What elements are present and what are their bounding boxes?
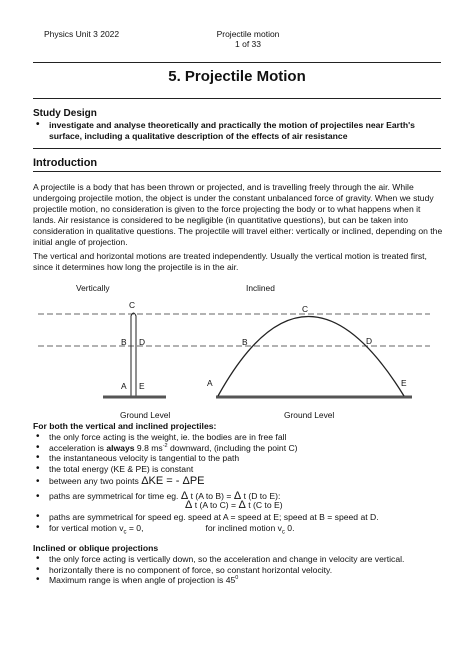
both-bullet-energy-change: • between any two points ΔKE = - ΔPE [33, 474, 448, 489]
oblique-bullet-horizontal: • horizontally there is no component of force, so constant horizontal velocity. [33, 565, 448, 576]
introduction-heading: Introduction [33, 157, 98, 169]
study-design-rule [33, 148, 441, 149]
vertical-label-d: D [139, 337, 146, 347]
vertical-label-a: A [121, 381, 127, 391]
inclined-label-e: E [401, 378, 407, 388]
title-rule-top [33, 62, 441, 63]
introduction-paragraph-1: A projectile is a body that has been thrown or projected, and is travelling freely through the air. While undergoing projectile motion, the object is under the constant unbalanced force of gravity. When we study projectile motion, no consideration is given to the force projecting the body or to what happens when it lands. Air resistance is considered to be negligible (in quantitative questions), but can be taken into consideration in qualitative questions. The projectile will travel either: vertically or inclined, depending on the initial angle of projection. [33, 182, 443, 247]
vertical-label-e: E [139, 381, 145, 391]
inclined-title: Inclined [246, 283, 275, 293]
both-bullet-acceleration: • acceleration is always 9.8 $ms^{-2}$ downward, (including the point C) [33, 443, 448, 454]
vertical-path [131, 313, 136, 396]
vertical-label-c: C [129, 300, 136, 310]
title-rule-bottom [33, 98, 441, 99]
inclined-label-b: B [242, 337, 248, 347]
both-bullet-weight: • the only force acting is the weight, ie. the bodies are in free fall [33, 432, 448, 443]
both-bullet-time-symmetry: • paths are symmetrical for time eg. Δ t (A to B) = Δ t (D to E): [33, 489, 448, 504]
energy-equation: ΔKE = - ΔPE [141, 475, 205, 488]
both-bullet-top-velocity: • for vertical motion $v_c = 0$, for inclined motion $v_c$ 0. [33, 523, 448, 534]
ground-level-label-right: Ground Level [284, 410, 335, 420]
time-symmetry-line-2: Δ t (A to C) = Δ t (C to E) [185, 499, 283, 511]
study-design-list [33, 120, 443, 141]
introduction-paragraph-2: The vertical and horizontal motions are treated independently. Usually the vertical motion is treated first, since it determines how long the projectile is in the air. [33, 251, 427, 272]
page-title: 5. Projectile Motion [168, 68, 306, 85]
projectile-diagram [0, 280, 474, 420]
inclined-label-c: C [302, 304, 309, 314]
oblique-bullet-max-range: • Maximum range is when angle of projection is $45^0$ [33, 575, 448, 586]
both-bullet-velocity: • the instantaneous velocity is tangential to the path [33, 453, 448, 464]
both-heading: For both the vertical and inclined projectiles: [33, 421, 217, 431]
vertical-label-b: B [121, 337, 127, 347]
projectile-diagram-svg [0, 280, 474, 420]
introduction-rule [33, 171, 441, 172]
oblique-bullet-force: • the only force acting is vertically down, so the acceleration and change in velocity are vertical. [33, 554, 448, 565]
inclined-label-d: D [366, 336, 373, 346]
oblique-list [33, 554, 448, 586]
inclined-parabola [218, 317, 404, 397]
page-number: 1 of 33 [235, 39, 261, 49]
ground-level-label-left: Ground Level [120, 410, 171, 420]
header-left: Physics Unit 3 2022 [44, 29, 120, 39]
oblique-heading: Inclined or oblique projections [33, 543, 159, 553]
both-bullet-energy: • the total energy (KE & PE) is constant [33, 464, 448, 475]
study-design-bullet: • investigate and analyse theoretically and practically the motion of projectiles near Earth's surface, including a qualitative description of the effects of air resistance [33, 120, 443, 141]
both-list-continued [33, 512, 448, 536]
inclined-label-a: A [207, 378, 213, 388]
study-design-heading: Study Design [33, 108, 97, 119]
header-center-title: Projectile motion [216, 29, 280, 39]
vertical-title: Vertically [76, 283, 110, 293]
both-list [33, 432, 448, 504]
both-bullet-speed-symmetry: • paths are symmetrical for speed eg. speed at A = speed at E; speed at B = speed at D. [33, 512, 448, 523]
